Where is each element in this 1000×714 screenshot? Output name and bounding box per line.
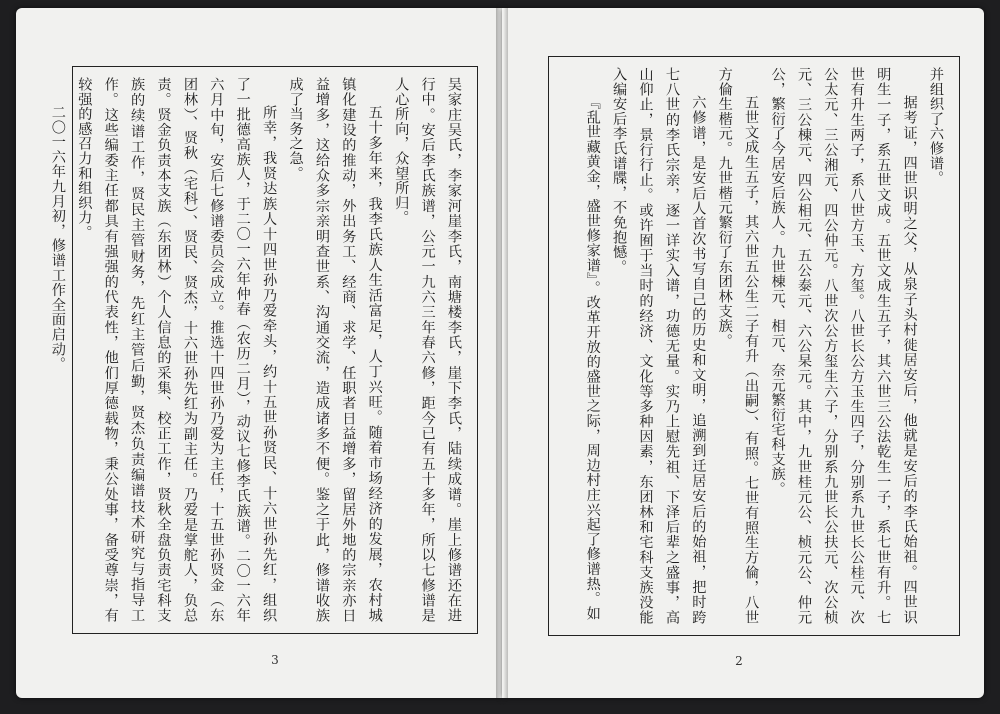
left-text-frame — [49, 66, 478, 634]
left-paragraph-3: 所幸，我贤达族人十四世孙乃爱牵头，约十五世孙贤民、十六世孙先红，组织了一批德高族人，于二〇一六年仲春（农历二月），动议七修李氏族谱。二〇一六年六月中旬，安后七修谱委员会成立。推选十四世孙乃爱为主任，十五世孙贤金（东团林）、贤秋（宅科）、贤民、贤杰，十六世孙先红为副主任。乃爱是掌舵人，负总责。贤金负责本支族（东团林）个人信息的采集、校正工作，贤秋全盘负责宅科支族的续谱工作，贤民主管财务，先红主管后勤，贤杰负责编谱技术研究与指导工作。这些编委主任都具有强强的代表性，他们厚德载物，秉公处事，备受尊崇，有较强的感召力和组织力。 — [76, 77, 278, 623]
book-gutter — [496, 8, 508, 698]
right-text-frame — [548, 56, 960, 636]
right-paragraph-4: 六修谱，是安后人首次书写自己的历史和文明，追溯到迁居安后的始祖，把时跨七八世的李氏宗亲，逐一详实入谱，功德无量。实乃上慰先祖、下泽后辈之盛事，高山仰止，景行行止。或许囿于当时的经济、文化等多种因素，东团林和宅科支族没能入编安后李氏谱牒，不免抱憾。 — [611, 67, 707, 625]
right-page-text — [559, 67, 949, 625]
right-page-number: 2 — [735, 654, 743, 668]
left-paragraph-2: 五十多年来，我李氏族人生活富足，人丁兴旺。随着市场经济的发展，农村城镇化建设的推动，外出务工、经商、求学、任职者日益增多，留居外地的宗亲亦日益增多，这给众多宗亲明查世系、沟通交流，造成诸多不便。鉴之于此，修谱收族成了当务之急。 — [287, 77, 383, 623]
left-page-text — [49, 77, 467, 623]
left-paragraph-4: 二〇一六年九月初，修谱工作全面启动。 — [49, 105, 66, 372]
right-page — [502, 8, 984, 698]
right-paragraph-1: 并组织了六修谱。 — [928, 67, 944, 186]
open-book — [10, 8, 988, 708]
left-page — [16, 8, 502, 698]
right-paragraph-3: 五世文成生五子，其六世五公生二子有升（出嗣）、有照。七世有照生方倫，八世方倫生楷元。九世楷元繁衍了东团林支族。 — [716, 67, 760, 625]
left-page-number: 3 — [271, 653, 279, 667]
left-paragraph-1: 吴家庄吴氏，李家河崖李氏，南塘楼李氏，崖下李氏，陆续成谱。崖上修谱还在进行中。安后李氏族谱，公元一九六三年春六修，距今已有五十多年，所以七修谱是人心所向，众望所归。 — [393, 77, 462, 623]
right-paragraph-5: 『乱世藏黄金，盛世修家谱』。改革开放的盛世之际，周边村庄兴起了修谱热。如 — [584, 95, 601, 622]
right-paragraph-2: 据考证，四世识明之父，从泉子头村徙居安后，他就是安后的李氏始祖。四世识明生一子，系五世文成。五世文成生五子，其六世三公法乾生一子，系七世有升。七世有升生两子，系八世方玉、方玺。八世长公方玉生四子，分别系九世长公桂元、次公太元、三公湘元、四公仲元。八世次公方玺生六子，分别系九世长公扶元、次公桢元、三公棟元、四公相元、五公泰元、六公杲元。其中，九世桂元公、桢元公、仲元公，繁衍了今居安后族人。九世棟元、相元、奈元繁衍宅科支族。 — [769, 67, 918, 625]
